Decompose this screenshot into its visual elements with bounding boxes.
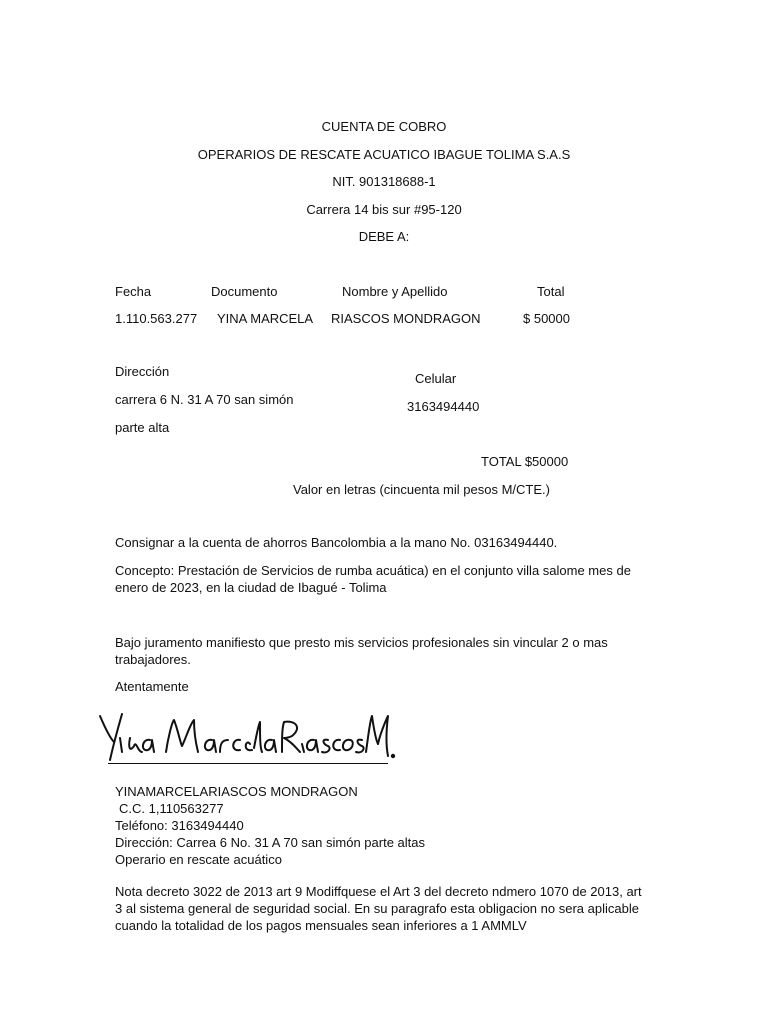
signer-role: Operario en rescate acuático [115, 852, 282, 867]
juramento-line1: Bajo juramento manifiesto que presto mis servicios profesionales sin vincular 2 o mas [115, 635, 608, 650]
signer-phone: Teléfono: 3163494440 [115, 818, 244, 833]
closing-text: Atentamente [115, 679, 189, 694]
company-address: Carrera 14 bis sur #95-120 [306, 202, 462, 217]
consignar-text: Consignar a la cuenta de ahorros Bancolombia a la mano No. 03163494440. [115, 535, 558, 550]
col-header-total: Total [537, 284, 565, 299]
company-name: OPERARIOS DE RESCATE ACUATICO IBAGUE TOLIMA S.A.S [197, 147, 571, 162]
signer-name: YINAMARCELARIASCOS MONDRAGON [115, 784, 358, 799]
row-first-name: YINA MARCELA [217, 311, 314, 326]
handwritten-signature [96, 708, 396, 768]
row-total: $ 50000 [523, 311, 570, 326]
document-title: CUENTA DE COBRO [321, 119, 447, 134]
valor-en-letras: Valor en letras (cincuenta mil pesos M/CTE.) [293, 482, 550, 497]
company-nit: NIT. 901318688-1 [332, 174, 436, 189]
juramento-line2: trabajadores. [115, 652, 191, 667]
col-header-documento: Documento [211, 284, 278, 299]
row-last-name: RIASCOS MONDRAGON [331, 311, 481, 326]
nota-line1: Nota decreto 3022 de 2013 art 9 Modiffquese el Art 3 del decreto ndmero 1070 de 2013, art [115, 884, 642, 899]
col-header-fecha: Fecha [115, 284, 152, 299]
concepto-line2: enero de 2023, en la ciudad de Ibagué - Tolima [115, 580, 387, 595]
signer-cc: C.C. 1,110563277 [119, 801, 224, 816]
signer-address: Dirección: Carrea 6 No. 31 A 70 san simón parte altas [115, 835, 425, 850]
celular-label: Celular [415, 371, 457, 386]
debe-label: DEBE A: [358, 229, 410, 244]
concepto-line1: Concepto: Prestación de Servicios de rumba acuática) en el conjunto villa salome mes de [115, 563, 631, 578]
signature-line [108, 763, 388, 764]
nota-line3: cuando la totalidad de los pagos mensuales sean inferiores a 1 AMMLV [115, 918, 527, 933]
direccion-line2: parte alta [115, 420, 170, 435]
total-amount: TOTAL $50000 [481, 454, 569, 469]
direccion-line1: carrera 6 N. 31 A 70 san simón [115, 392, 294, 407]
direccion-label: Dirección [115, 364, 170, 379]
nota-line2: 3 al sistema general de seguridad social. En su paragrafo esta obligacion no sera aplicable [115, 901, 639, 916]
celular-value: 3163494440 [407, 399, 480, 414]
row-documento: 1.110.563.277 [115, 311, 198, 326]
col-header-nombre: Nombre y Apellido [342, 284, 448, 299]
